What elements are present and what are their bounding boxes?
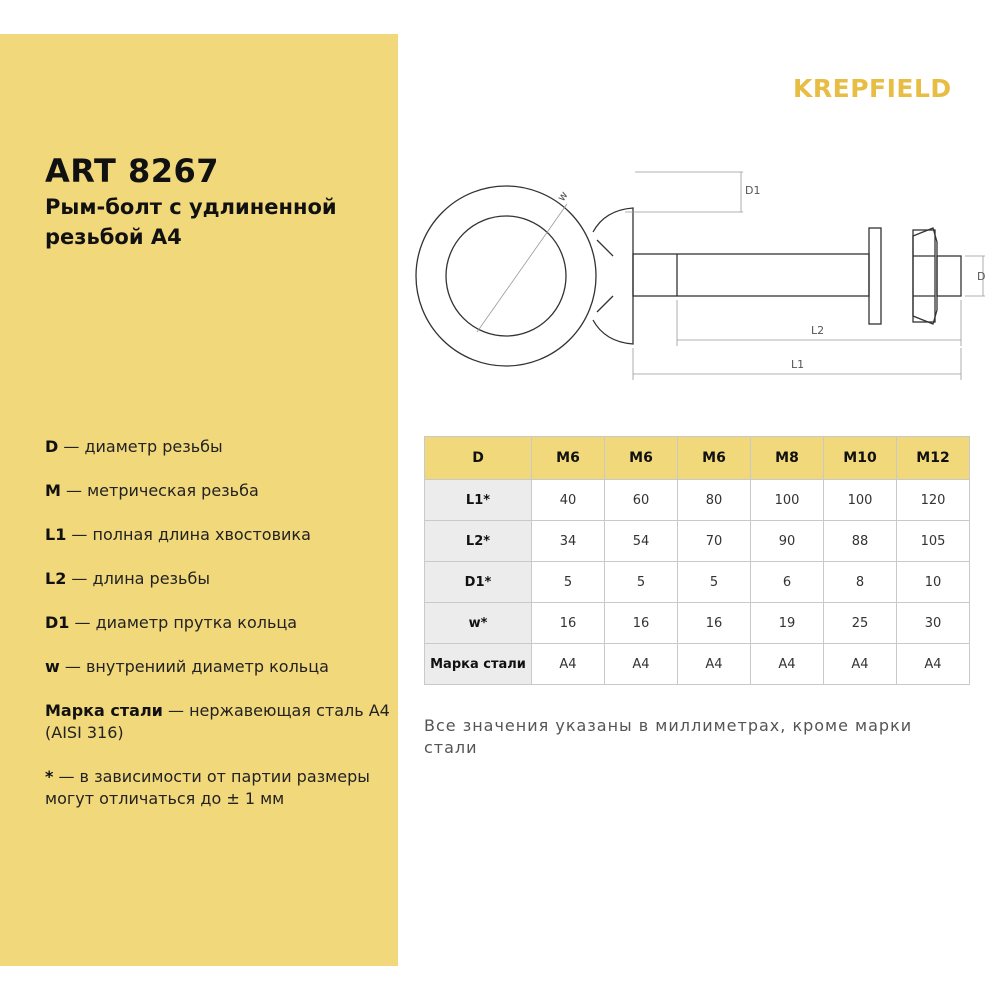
table-row <box>425 562 970 603</box>
units-note: Все значения указаны в миллиметрах, кроме марки стали <box>424 716 913 757</box>
ring-outer <box>416 186 596 366</box>
table-cell: 54 <box>605 521 678 562</box>
table-cell: A4 <box>678 644 751 685</box>
table-cell: A4 <box>605 644 678 685</box>
table-cell: 90 <box>751 521 824 562</box>
table-cell: A4 <box>897 644 970 685</box>
table-cell: 5 <box>678 562 751 603</box>
table-cell: 5 <box>605 562 678 603</box>
legend-item-tolerance-note: * — в зависимости от партии размеры могут отличаться до ± 1 мм <box>45 767 370 808</box>
table-cell: 120 <box>897 480 970 521</box>
column-header: M12 <box>897 437 970 480</box>
table-cell: 70 <box>678 521 751 562</box>
legend-item-steel-grade: Марка стали — нержавеющая сталь А4 (AISI 316) <box>45 701 390 742</box>
table-cell: 30 <box>897 603 970 644</box>
row-label: D1* <box>425 562 532 603</box>
legend-item-l2: L2 — длина резьбы <box>45 569 210 588</box>
table-cell: 100 <box>751 480 824 521</box>
row-label: w* <box>425 603 532 644</box>
row-label: L1* <box>425 480 532 521</box>
eye-bolt-drawing <box>405 160 995 390</box>
label-w: w <box>554 188 571 204</box>
table-cell: A4 <box>532 644 605 685</box>
table-cell: 6 <box>751 562 824 603</box>
label-d: D <box>977 270 986 283</box>
table-cell: 100 <box>824 480 897 521</box>
table-cell: 5 <box>532 562 605 603</box>
table-cell: 60 <box>605 480 678 521</box>
article-number: ART 8267 <box>45 152 219 190</box>
table-cell: 88 <box>824 521 897 562</box>
column-header: M6 <box>532 437 605 480</box>
table-row <box>425 480 970 521</box>
legend <box>45 436 390 832</box>
bolt-collar <box>593 208 633 344</box>
column-header: M6 <box>605 437 678 480</box>
table-cell: 19 <box>751 603 824 644</box>
table-cell: 105 <box>897 521 970 562</box>
hex-nut <box>913 228 937 324</box>
brand-logo: KREPFIELD <box>793 74 952 103</box>
legend-item-w: w — внутрениий диаметр кольца <box>45 657 329 676</box>
table-row <box>425 521 970 562</box>
table-row <box>425 644 970 685</box>
table-header-row <box>425 437 970 480</box>
row-label: Марка стали <box>425 644 532 685</box>
table-cell: 34 <box>532 521 605 562</box>
row-label: L2* <box>425 521 532 562</box>
bolt-shank <box>633 254 869 296</box>
legend-item-d1: D1 — диаметр прутка кольца <box>45 613 298 632</box>
table-row <box>425 603 970 644</box>
table-cell: 25 <box>824 603 897 644</box>
table-cell: 80 <box>678 480 751 521</box>
table-cell: 10 <box>897 562 970 603</box>
table-cell: 8 <box>824 562 897 603</box>
label-l2: L2 <box>811 324 825 337</box>
spec-table <box>424 436 970 685</box>
table-cell: 16 <box>678 603 751 644</box>
column-header: M8 <box>751 437 824 480</box>
table-cell: A4 <box>751 644 824 685</box>
legend-item-l1: L1 — полная длина хвостовика <box>45 525 311 544</box>
column-header: M10 <box>824 437 897 480</box>
label-l1: L1 <box>791 358 805 371</box>
ring-inner <box>446 216 566 336</box>
table-cell: 40 <box>532 480 605 521</box>
table-cell: 16 <box>605 603 678 644</box>
table-cell: 16 <box>532 603 605 644</box>
header-label: D <box>425 437 532 480</box>
legend-item-m: M — метрическая резьба <box>45 481 259 500</box>
column-header: M6 <box>678 437 751 480</box>
washer <box>869 228 881 324</box>
label-d1: D1 <box>745 184 761 197</box>
product-title: Рым-болт с удлиненной резьбой А4 <box>45 195 337 249</box>
table-cell: A4 <box>824 644 897 685</box>
legend-item-d: D — диаметр резьбы <box>45 437 223 456</box>
